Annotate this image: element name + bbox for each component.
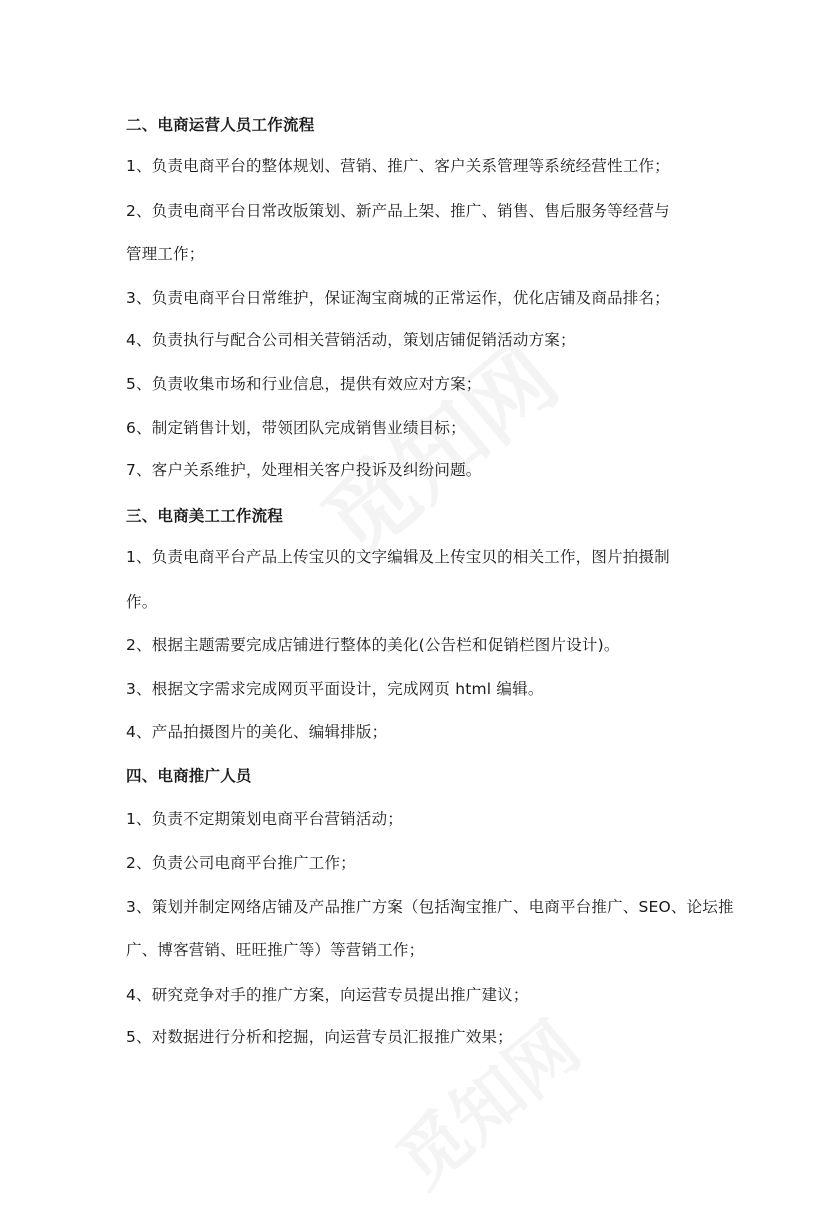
paragraph-line: 1、负责电商平台的整体规划、营销、推广、客户关系管理等系统经营性工作；	[126, 157, 670, 175]
paragraph-line: 2、负责公司电商平台推广工作；	[126, 854, 356, 872]
paragraph-line: 3、负责电商平台日常维护，保证淘宝商城的正常运作，优化店铺及商品排名；	[126, 289, 670, 307]
paragraph-line: 1、负责电商平台产品上传宝贝的文字编辑及上传宝贝的相关工作，图片拍摄制	[126, 548, 670, 566]
section-heading: 二、电商运营人员工作流程	[126, 116, 315, 134]
paragraph-line: 4、产品拍摄图片的美化、编辑排版；	[126, 723, 388, 741]
paragraph-line: 1、负责不定期策划电商平台营销活动；	[126, 810, 403, 828]
paragraph-line: 管理工作；	[126, 245, 205, 263]
section-heading: 四、电商推广人员	[126, 767, 252, 785]
paragraph-line: 2、负责电商平台日常改版策划、新产品上架、推广、销售、售后服务等经营与	[126, 202, 670, 220]
paragraph-line: 广、博客营销、旺旺推广等）等营销工作；	[126, 941, 425, 959]
paragraph-line: 6、制定销售计划，带领团队完成销售业绩目标；	[126, 419, 466, 437]
paragraph-line: 5、对数据进行分析和挖掘，向运营专员汇报推广效果；	[126, 1028, 513, 1046]
paragraph-line: 4、研究竞争对手的推广方案，向运营专员提出推广建议；	[126, 986, 529, 1004]
paragraph-line: 3、策划并制定网络店铺及产品推广方案（包括淘宝推广、电商平台推广、SEO、论坛推	[126, 898, 734, 916]
paragraph-line: 7、客户关系维护，处理相关客户投诉及纠纷问题。	[126, 461, 482, 479]
paragraph-line: 2、根据主题需要完成店铺进行整体的美化(公告栏和促销栏图片设计)。	[126, 636, 620, 654]
paragraph-line: 3、根据文字需求完成网页平面设计，完成网页 html 编辑。	[126, 680, 544, 698]
paragraph-line: 5、负责收集市场和行业信息，提供有效应对方案；	[126, 375, 482, 393]
paragraph-line: 作。	[126, 593, 158, 611]
section-heading: 三、电商美工工作流程	[126, 507, 284, 525]
paragraph-line: 4、负责执行与配合公司相关营销活动，策划店铺促销活动方案；	[126, 331, 576, 349]
